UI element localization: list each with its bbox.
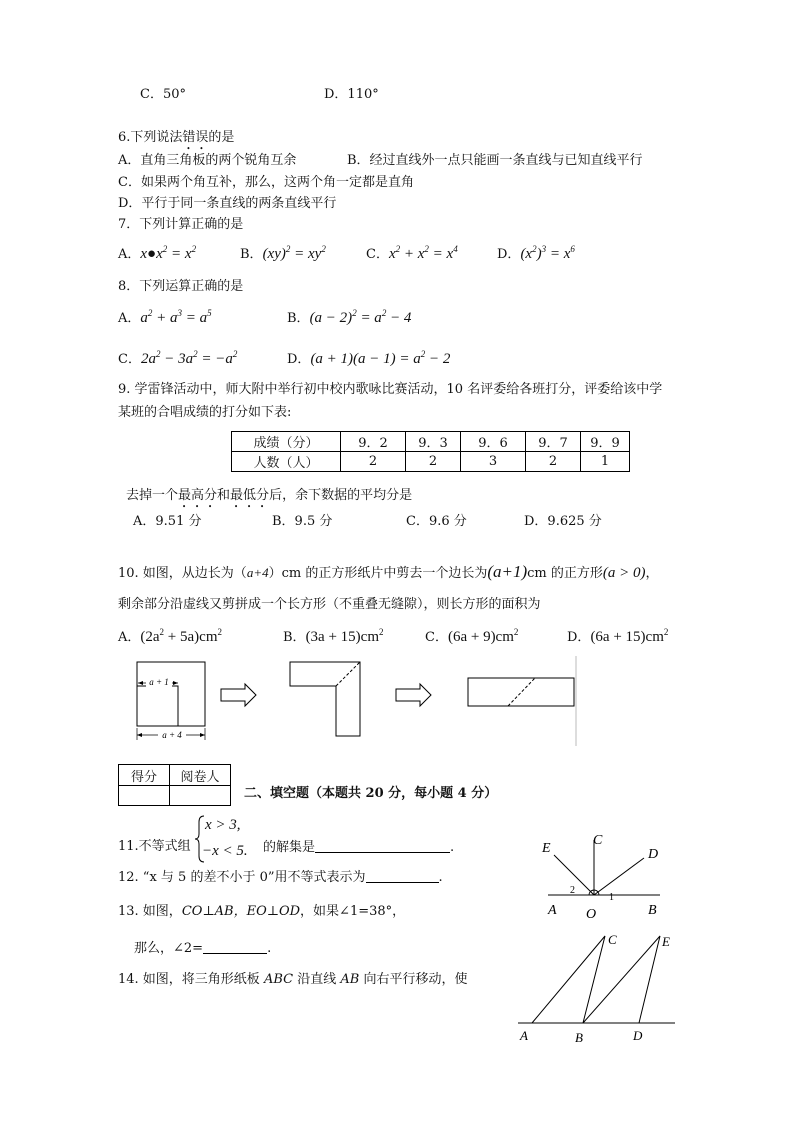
q8-a-expr: $a^2 + a^3 = a^5$: [140, 308, 212, 326]
table-cell: 9．7: [526, 432, 581, 452]
q13-post: ，如果∠1=38°，: [300, 904, 406, 919]
q9-option-c: C．9.6 分: [406, 514, 467, 529]
q10-b-expr: $(3a + 15)cm^2$: [305, 627, 384, 645]
q7-b-expr: $(xy)^2 = xy^2$: [262, 244, 326, 262]
table-cell: 2: [341, 452, 406, 472]
q14-line: [118, 971, 467, 989]
q14-figure: [510, 930, 680, 1050]
point-e: E: [542, 841, 551, 856]
q6-stem-pre: 6.下列说法: [118, 130, 183, 145]
q6-option-a: A．直角三角板的两个锐角互余: [118, 153, 297, 168]
ray-od: [594, 858, 644, 895]
angle-2-label: 2: [570, 885, 575, 896]
q9-note-pre: 去掉一个: [126, 488, 179, 503]
q7-d-label: D．: [497, 247, 521, 262]
q8-c-label: C．: [118, 352, 141, 367]
q8-d-expr: $(a + 1)(a - 1) = a^2 - 2$: [310, 349, 451, 367]
q6-stem-emphasis: 错误: [182, 130, 209, 145]
table-row: [119, 786, 231, 806]
q9-option-d: D．9.625 分: [524, 514, 602, 529]
q8-b-label: B．: [287, 311, 310, 326]
q8-stem: 8．下列运算正确的是: [118, 279, 244, 294]
q10-option-b: [283, 628, 384, 647]
q10-side-expr: a+4: [246, 565, 269, 580]
q9-line2: 某班的合唱成绩的打分如下表:: [118, 405, 292, 420]
q13-condition: CO⊥AB，EO⊥OD: [181, 904, 301, 919]
q8-option-d: [287, 350, 450, 369]
q10-c-label: C．: [425, 630, 448, 645]
point-b: B: [648, 903, 657, 918]
q10-line1-pre: 10. 如图，从边长为（: [118, 566, 247, 581]
q13-line2-end: .: [267, 941, 272, 956]
q13-line1: [118, 903, 405, 921]
q5-option-d: D．110°: [324, 87, 379, 102]
table-cell: 9．3: [406, 432, 461, 452]
q12-text: 12. “x 与 5 的差不小于 0”用不等式表示为: [118, 870, 366, 885]
small-square: [137, 686, 178, 726]
q10-d-expr: $(6a + 15)cm^2$: [590, 627, 669, 645]
q13-answer-blank[interactable]: [203, 939, 267, 954]
q13-pre: 13. 如图，: [118, 904, 182, 919]
q14-triangle: ABC: [263, 972, 294, 987]
table-row: [232, 452, 630, 472]
table-cell: 9．6: [461, 432, 526, 452]
q9-note-mid: 和: [217, 488, 231, 503]
table-cell: 9．9: [581, 432, 630, 452]
arrow-right-2: [396, 684, 431, 706]
q10-line1: [118, 563, 659, 583]
q10-b-label: B．: [283, 630, 306, 645]
q8-option-b: [287, 309, 411, 328]
q12-line: [118, 868, 443, 887]
point-d: D: [648, 847, 659, 862]
table-cell: 人数（人）: [232, 452, 341, 472]
q14-pre: 14. 如图，将三角形纸板: [118, 972, 264, 987]
q6-option-c: C．如果两个角互补，那么，这两个角一定都是直角: [118, 175, 414, 190]
q7-option-a: [118, 245, 196, 264]
q14-post: 向右平行移动，使: [359, 972, 468, 987]
q11-end: .: [450, 840, 455, 855]
q6-stem: [118, 129, 234, 153]
q9-note-lowest: 最低分: [230, 488, 270, 503]
point-a: A: [548, 903, 557, 918]
q13-line2-pre: 那么，∠2=: [134, 941, 204, 956]
label-a-plus-4: a + 4: [162, 730, 182, 740]
l-shape: [290, 662, 360, 736]
q8-option-a: [118, 309, 212, 328]
q7-option-b: [240, 245, 326, 264]
q9-note: [126, 487, 412, 511]
q9-score-table: [231, 431, 630, 472]
q14-line-ab: AB: [340, 972, 360, 987]
point-o: O: [586, 907, 597, 922]
q7-c-expr: $x^2 + x^2 = x^4$: [388, 244, 458, 262]
q10-figure: [0, 650, 794, 750]
table-row: [232, 432, 630, 452]
q6-option-d: D．平行于同一条直线的两条直线平行: [118, 196, 337, 211]
q10-line1-mid2: cm 的正方形: [527, 566, 603, 581]
q8-d-label: D．: [287, 352, 311, 367]
q6-stem-post: 的是: [208, 130, 235, 145]
table-row: [119, 765, 231, 786]
q12-answer-blank[interactable]: [366, 868, 439, 883]
table-cell: 1: [581, 452, 630, 472]
angle-1-label: 1: [609, 892, 614, 903]
result-rectangle: [468, 678, 574, 706]
q10-line2: 剩余部分沿虚线又剪拼成一个长方形（不重叠无缝隙），则长方形的面积为: [118, 597, 541, 612]
q11-inequality-2: −x < 5.: [202, 843, 248, 859]
q6-option-b: B．经过直线外一点只能画一条直线与已知直线平行: [347, 153, 643, 168]
q11-inequality-1: x > 3,: [205, 817, 241, 833]
q10-option-d: [567, 628, 668, 647]
point-e: E: [662, 934, 670, 949]
point-d: D: [633, 1028, 643, 1043]
q8-option-c: [118, 350, 237, 369]
q11-pre: 11.不等式组: [118, 839, 191, 854]
table-cell: 2: [526, 452, 581, 472]
q10-line1-end: ，: [645, 566, 659, 581]
q9-option-b: B．9.5 分: [272, 514, 333, 529]
q10-d-label: D．: [567, 630, 591, 645]
label-a-plus-1: a + 1: [149, 677, 169, 687]
q7-option-c: [366, 245, 458, 264]
q11-answer-line: [263, 838, 454, 857]
point-b: B: [575, 1030, 583, 1045]
q5-option-c: C．50°: [140, 87, 186, 102]
q10-option-c: [425, 628, 518, 647]
q11-answer-blank[interactable]: [315, 838, 450, 853]
section2-title: 二、填空题（本题共 20 分，每小题 4 分）: [244, 786, 498, 801]
q9-note-highest: 最高分: [178, 488, 218, 503]
q8-c-expr: $2a^2 - 3a^2 = -a^2$: [140, 349, 238, 367]
arrow-right-1: [221, 684, 256, 706]
q10-condition: (a > 0): [602, 565, 646, 581]
point-c: C: [593, 833, 603, 848]
q8-b-expr: $(a - 2)^2 = a^2 - 4$: [309, 308, 412, 326]
q7-a-label: A．: [118, 247, 141, 262]
table-cell: 9．2: [341, 432, 406, 452]
q10-a-label: A．: [118, 630, 141, 645]
big-square: [137, 662, 205, 726]
grade-box-grader: 阅卷人: [170, 765, 231, 786]
q8-a-label: A．: [118, 311, 141, 326]
q7-a-expr: $x●x^2 = x^2$: [140, 244, 197, 262]
q10-line1-mid: ）cm 的正方形纸片中剪去一个边长为: [268, 566, 488, 581]
q14-mid2: 沿直线: [293, 972, 341, 987]
q7-stem: 7．下列计算正确的是: [118, 217, 244, 232]
q10-cut-expr: (a+1): [487, 562, 528, 581]
table-cell[interactable]: [119, 786, 170, 806]
table-cell: 成绩（分）: [232, 432, 341, 452]
point-c: C: [608, 932, 617, 947]
q7-option-d: [497, 245, 575, 264]
q13-line2: [134, 939, 271, 958]
q9-option-a: A．9.51 分: [133, 514, 202, 529]
table-cell: 3: [461, 452, 526, 472]
q7-c-label: C．: [366, 247, 389, 262]
q7-b-label: B．: [240, 247, 263, 262]
grade-box-score: 得分: [119, 765, 170, 786]
table-cell: 2: [406, 452, 461, 472]
q11-post: 的解集是: [263, 840, 316, 855]
table-cell[interactable]: [170, 786, 231, 806]
q9-line1: 9. 学雷锋活动中，师大附中举行初中校内歌咏比赛活动，10 名评委给各班打分，评委给该中学: [118, 382, 663, 397]
q10-c-expr: $(6a + 9)cm^2$: [447, 627, 519, 645]
cut-line: [336, 662, 360, 686]
q12-end: .: [438, 870, 443, 885]
point-a: A: [520, 1028, 528, 1043]
q9-note-post: 后，余下数据的平均分是: [269, 488, 413, 503]
q7-d-expr: $(x^2)^3 = x^6$: [520, 244, 575, 262]
q13-figure: [530, 820, 670, 925]
q10-option-a: [118, 628, 222, 647]
q10-a-expr: $(2a^2 + 5a)cm^2$: [140, 627, 222, 645]
grade-box: [118, 764, 231, 806]
rectangle-cut-line: [508, 678, 535, 706]
